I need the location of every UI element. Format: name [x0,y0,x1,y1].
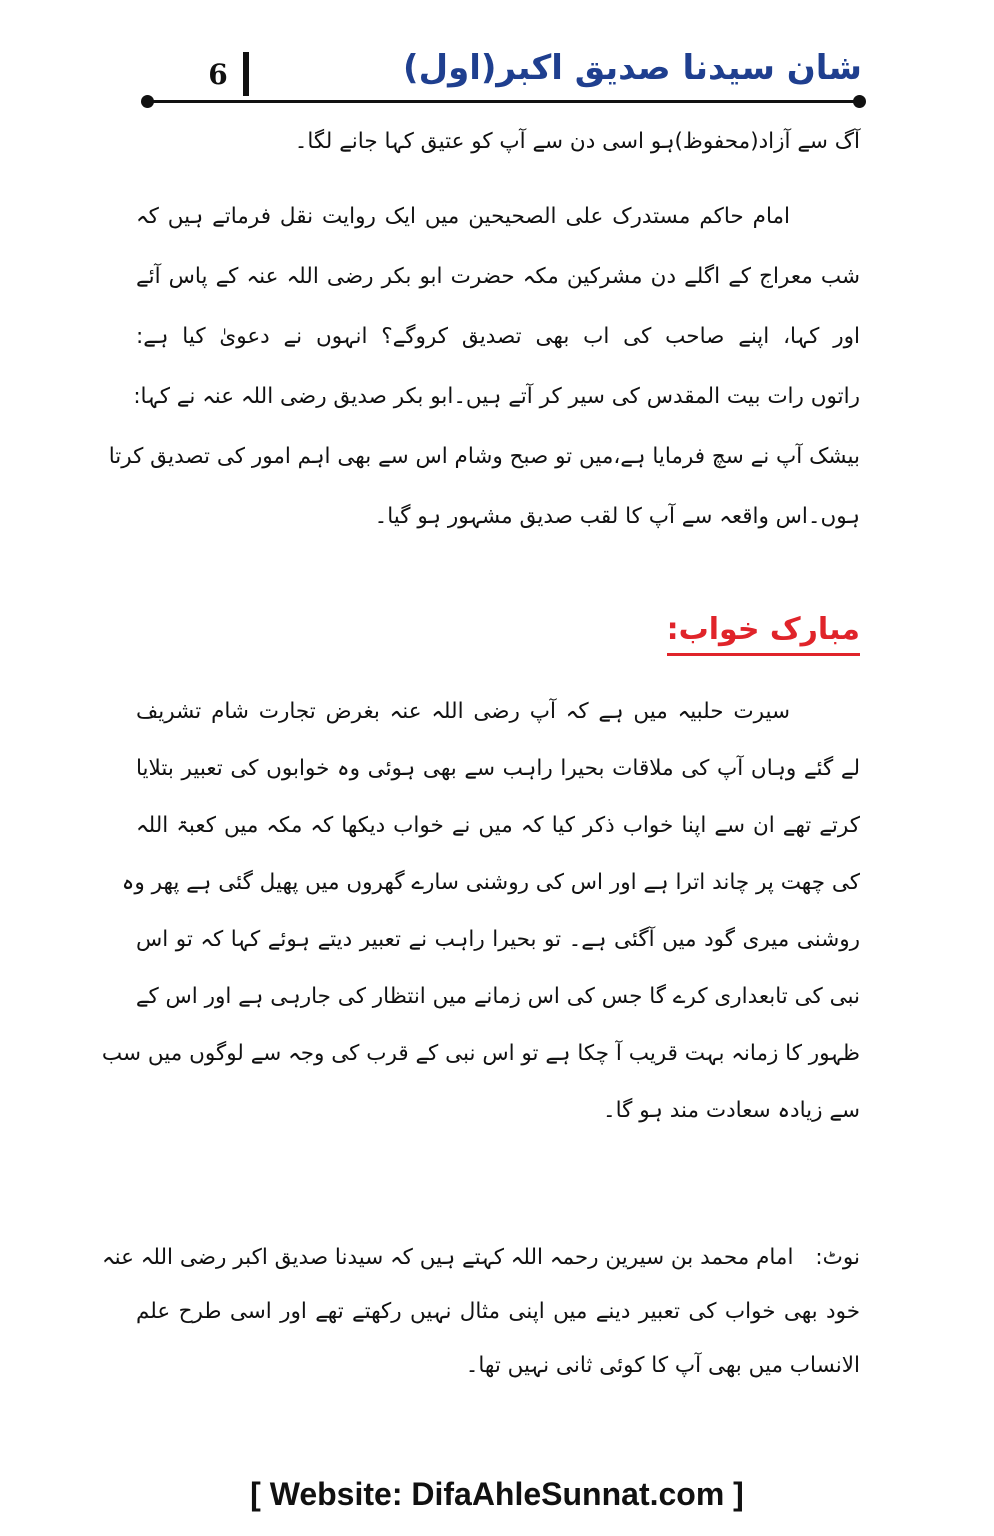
paragraph-continuation [136,120,860,164]
note-label: نوٹ: [815,1245,860,1270]
header-rule [148,100,860,103]
paragraph-line: ہوں۔اس واقعہ سے آپ کا لقب صدیق مشہور ہو گیا۔ [374,504,860,529]
website-footer: [ Website: DifaAhleSunnat.com ] [250,1476,744,1512]
paragraph-line: کی چھت پر چاند اترا ہے اور اس کی روشنی سارے گھروں میں پھیل گئی ہے پھر وہ [121,870,860,895]
paragraph-line: سے زیادہ سعادت مند ہو گا۔ [602,1098,860,1123]
paragraph-line: لے گئے وہاں آپ کی ملاقات بحیرا راہب سے بھی ہوئی وہ خوابوں کی تعبیر بتلایا [136,756,860,781]
header-rule-dot-left [141,95,154,108]
section-heading: مبارک خواب: [667,612,860,656]
paragraph-line: امام محمد بن سیرین رحمہ اللہ کہتے ہیں کہ سیدنا صدیق اکبر رضی اللہ عنہ [102,1245,794,1270]
paragraph-line: شب معراج کے اگلے دن مشرکین مکہ حضرت ابو بکر رضی اللہ عنہ کے پاس آئے [136,264,860,289]
paragraph-line: کرتے تھے ان سے اپنا خواب ذکر کیا کہ میں نے خواب دیکھا کہ مکہ میں کعبۃ اللہ [136,813,860,838]
header-rule-dot-right [853,95,866,108]
paragraph-line: ظہور کا زمانہ بہت قریب آ چکا ہے تو اس نبی کے قرب کی وجہ سے لوگوں میں سب [101,1041,860,1066]
paragraph-line: خود بھی خواب کی تعبیر دینے میں اپنی مثال نہیں رکھتے تھے اور اسی طرح علم [136,1299,860,1324]
paragraph-line: الانساب میں بھی آپ کا کوئی ثانی نہیں تھا۔ [465,1353,860,1378]
page-number: 6 [208,58,228,91]
paragraph-line: امام حاکم مستدرک علی الصحیحین میں ایک روایت نقل فرماتے ہیں کہ [136,204,790,229]
paragraph-mustadrak [108,187,860,547]
note-paragraph [102,1231,860,1393]
book-title: شان سیدنا صدیق اکبر(اول) [403,48,862,88]
paragraph-line: راتوں رات بیت المقدس کی سیر کر آتے ہیں۔ابو بکر صدیق رضی اللہ عنہ نے کہا: [133,384,860,409]
paragraph-seerat-halabiya [101,683,860,1139]
paragraph-line: سیرت حلبیہ میں ہے کہ آپ رضی اللہ عنہ بغرض تجارت شام تشریف [136,699,790,724]
paragraph-line: اور کہا، اپنے صاحب کی اب بھی تصدیق کروگے؟ انہوں نے دعویٰ کیا ہے: [136,324,860,349]
note-first-line [102,1231,860,1285]
paragraph-line: نبی کی تابعداری کرے گا جس کی اس زمانے میں انتظار کی جارہی ہے اور اس کے [135,984,860,1009]
paragraph-line: آگ سے آزاد(محفوظ)ہو اسی دن سے آپ کو عتیق کہا جانے لگا۔ [294,129,860,154]
paragraph-line: روشنی میری گود میں آگئی ہے۔ تو بحیرا راہب نے تعبیر دیتے ہوئے کہا کہ تو اس [136,927,860,952]
paragraph-line: بیشک آپ نے سچ فرمایا ہے،میں تو صبح وشام اس سے بھی اہم امور کی تصدیق کرتا [108,444,860,469]
page-number-divider [243,52,249,96]
